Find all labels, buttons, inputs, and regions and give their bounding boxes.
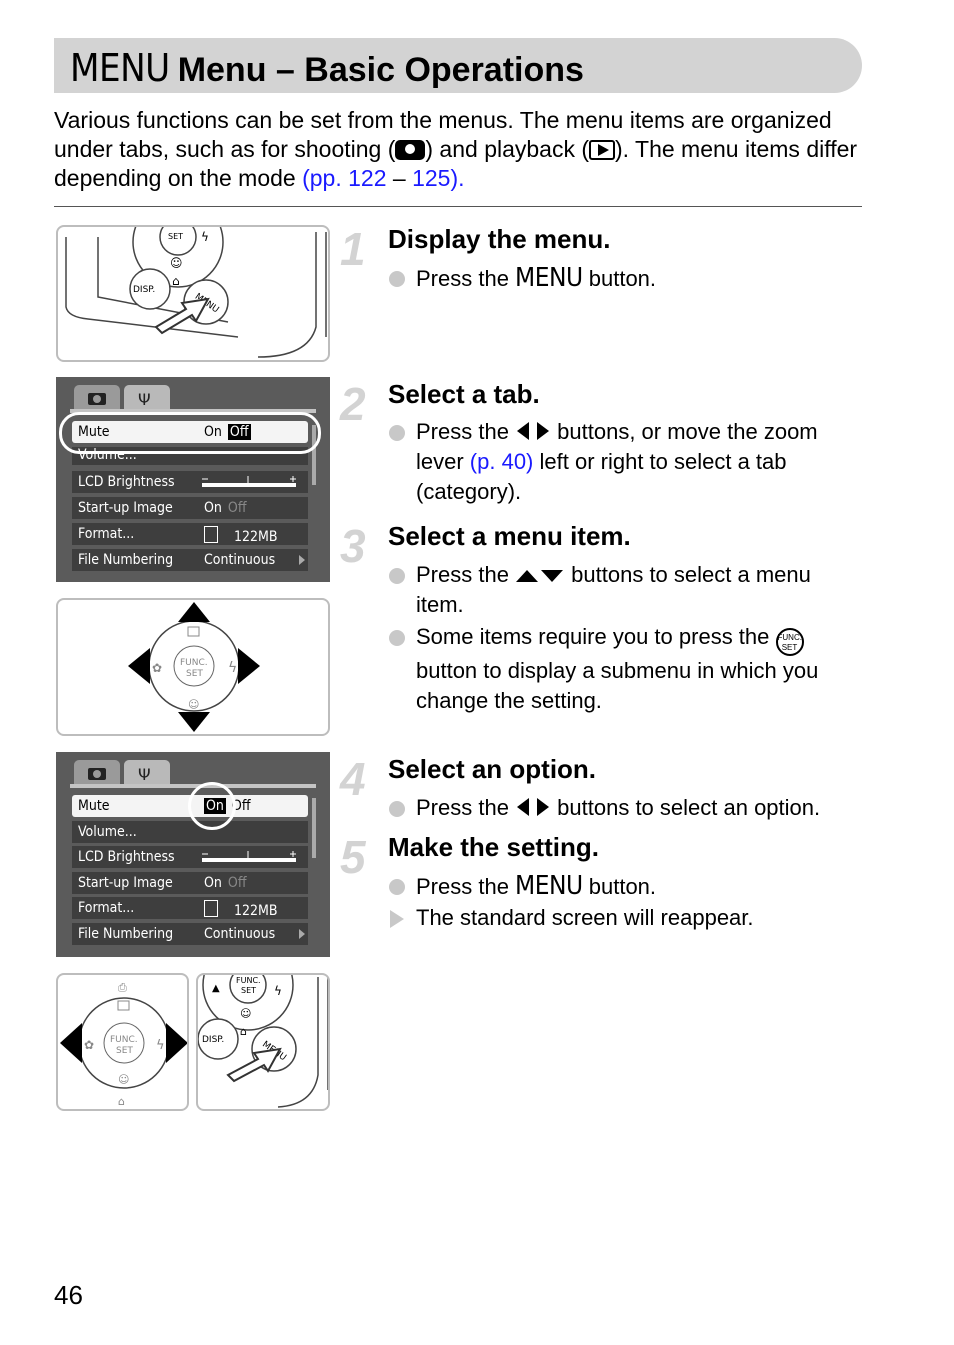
control-dial-drawing	[58, 600, 330, 736]
brightness-slider[interactable]	[200, 848, 300, 866]
step-3-bullet-2: Some items require you to press the FUNC. SET button to display a submenu in which you change the setting.	[389, 622, 859, 716]
svg-text:ϟ: ϟ	[274, 984, 282, 998]
option-off[interactable]: Off	[227, 500, 247, 516]
svg-text:⌂: ⌂	[172, 274, 180, 288]
brightness-slider[interactable]	[200, 473, 300, 491]
svg-text:☺: ☺	[188, 698, 200, 711]
selection-highlight-circle	[188, 782, 236, 830]
camera-menu-button-illustration	[56, 225, 330, 362]
memory-card-icon	[204, 526, 218, 543]
svg-text:Ψ: Ψ	[138, 390, 151, 409]
svg-text:✿: ✿	[84, 1038, 95, 1052]
menu-row-format[interactable]	[72, 897, 308, 919]
right-arrow-icon	[299, 929, 305, 939]
intro-dash: –	[386, 165, 413, 191]
up-down-arrows-icon	[515, 568, 565, 584]
step-5-result: The standard screen will reappear.	[389, 903, 859, 933]
svg-text:FUNC.: FUNC.	[180, 658, 208, 668]
bullet-icon	[389, 568, 405, 584]
svg-text:ϟ: ϟ	[201, 230, 209, 244]
option-off-selected[interactable]: Off	[229, 424, 249, 440]
row-value: 122MB	[234, 529, 278, 545]
menu-row-lcd-brightness[interactable]	[72, 471, 308, 493]
playback-icon	[589, 140, 615, 160]
svg-text:☺: ☺	[240, 1007, 252, 1020]
step-heading-3: Select a menu item.	[388, 521, 631, 551]
intro-text-3: ). The menu items differ depending on the mode	[54, 136, 858, 191]
scrollbar[interactable]	[312, 798, 316, 858]
option-off[interactable]: Off	[231, 798, 251, 814]
intro-text-1: Various functions can be set from the menus. The menu items are organized under tabs, such as for shooting (	[54, 107, 832, 162]
memory-card-icon	[204, 900, 218, 917]
lcd-menu-screen-option	[56, 752, 330, 957]
bullet-icon	[389, 271, 405, 287]
tab-shooting[interactable]	[74, 760, 120, 786]
row-label: Format...	[78, 526, 135, 542]
menu-row-file-numbering[interactable]	[72, 923, 308, 945]
intro-end: .	[458, 165, 465, 191]
step-4-bullet: Press the buttons to select an option.	[389, 793, 869, 823]
bullet-icon	[389, 630, 405, 646]
step-heading-1: Display the menu.	[388, 224, 611, 254]
left-right-arrows-icon	[515, 797, 551, 817]
step-heading-4: Select an option.	[388, 754, 597, 784]
menu-row-file-numbering[interactable]	[72, 549, 308, 571]
svg-text:☺: ☺	[118, 1073, 130, 1086]
page-link-40[interactable]: (p. 40)	[469, 449, 534, 474]
row-label: Mute	[78, 424, 110, 440]
dial-set-label: SET	[168, 232, 184, 241]
menu-row-format[interactable]	[72, 523, 308, 545]
control-dial-left-right-illustration	[56, 973, 189, 1111]
func-set-button-icon: FUNC. SET	[776, 628, 804, 656]
row-label: Volume...	[78, 447, 137, 463]
svg-text:⌂: ⌂	[118, 1095, 125, 1108]
row-value: Continuous	[204, 926, 276, 942]
step-5-bullet-1: Press the MENU button.	[389, 871, 859, 902]
option-on-selected[interactable]: On	[206, 798, 224, 814]
svg-text:☺: ☺	[170, 256, 183, 270]
step-number-5: 5	[340, 831, 366, 883]
option-on[interactable]: On	[204, 500, 222, 516]
step-number-4: 4	[340, 753, 366, 805]
row-label: LCD Brightness	[78, 849, 175, 865]
tab-settings[interactable]	[124, 760, 170, 786]
camera-back-drawing	[58, 227, 330, 362]
row-value: 122MB	[234, 903, 278, 919]
menu-button-press-illustration	[196, 973, 330, 1111]
svg-text:⎙: ⎙	[118, 981, 127, 994]
left-right-arrows-icon	[515, 421, 551, 441]
svg-text:DISP.: DISP.	[202, 1035, 225, 1045]
step-number-1: 1	[340, 223, 366, 275]
control-dial-lr-drawing	[58, 975, 189, 1111]
lcd-menu-screen-tab	[56, 377, 330, 582]
svg-text:▲: ▲	[212, 983, 220, 994]
menu-row-volume[interactable]	[72, 821, 308, 843]
bullet-icon	[389, 801, 405, 817]
disp-button-label: DISP.	[133, 285, 156, 295]
title-bar	[54, 38, 862, 93]
svg-text:SET: SET	[241, 986, 257, 995]
row-label: LCD Brightness	[78, 474, 175, 490]
row-label: Start-up Image	[78, 875, 173, 891]
svg-text:ϟ: ϟ	[228, 660, 238, 676]
row-label: Format...	[78, 900, 135, 916]
step-2-bullet: Press the buttons, or move the zoom lever (p. 40) left or right to select a tab (category).	[389, 417, 859, 507]
svg-text:Ψ: Ψ	[138, 765, 151, 784]
svg-text:SET: SET	[186, 669, 203, 679]
bullet-icon	[389, 425, 405, 441]
step-heading-2: Select a tab.	[388, 379, 540, 409]
menu-word-icon: MENU	[515, 871, 583, 901]
divider-rule	[54, 206, 862, 207]
menu-word-icon: MENU	[515, 263, 583, 293]
camera-icon	[395, 140, 425, 160]
page-link-122[interactable]: (pp. 122	[302, 165, 387, 191]
row-label: File Numbering	[78, 926, 174, 942]
svg-text:FUNC.: FUNC.	[110, 1035, 138, 1045]
option-on[interactable]: On	[204, 875, 222, 891]
step-1-bullet: Press the MENU button.	[389, 263, 859, 294]
bullet-icon	[389, 879, 405, 895]
intro-text-2: ) and playback (	[425, 136, 590, 162]
row-label: Start-up Image	[78, 500, 173, 516]
row-value: Continuous	[204, 552, 276, 568]
intro-paragraph	[54, 106, 874, 193]
svg-text:SET: SET	[116, 1046, 133, 1056]
tab-settings[interactable]	[124, 385, 170, 411]
step-number-3: 3	[340, 520, 366, 572]
option-on[interactable]: On	[204, 424, 222, 440]
svg-text:FUNC.: FUNC.	[236, 976, 261, 985]
page-link-125[interactable]: 125)	[412, 165, 459, 191]
row-label: File Numbering	[78, 552, 174, 568]
tab-shooting[interactable]	[74, 385, 120, 411]
step-3-bullet-1: Press the buttons to select a menu item.	[389, 560, 859, 620]
menu-row-startup-image[interactable]	[72, 872, 308, 894]
svg-text:✿: ✿	[152, 661, 163, 675]
result-arrow-icon	[390, 910, 404, 928]
svg-text:ϟ: ϟ	[156, 1038, 165, 1053]
tab-strip	[70, 784, 316, 788]
page-number: 46	[54, 1280, 83, 1310]
menu-row-lcd-brightness[interactable]	[72, 846, 308, 868]
menu-button-drawing	[198, 975, 330, 1111]
option-off[interactable]: Off	[227, 875, 247, 891]
menu-row-startup-image[interactable]	[72, 497, 308, 519]
title-text: Menu – Basic Operations	[177, 51, 584, 89]
row-label: Mute	[78, 798, 110, 814]
selection-highlight-ring	[59, 412, 321, 454]
step-number-2: 2	[340, 378, 366, 430]
svg-text:⌂: ⌂	[240, 1025, 247, 1038]
right-arrow-icon	[299, 555, 305, 565]
menu-word-icon: MENU	[70, 46, 170, 90]
page-title	[70, 46, 584, 90]
step-heading-5: Make the setting.	[388, 832, 599, 862]
row-label: Volume...	[78, 824, 137, 840]
control-dial-illustration	[56, 598, 330, 736]
